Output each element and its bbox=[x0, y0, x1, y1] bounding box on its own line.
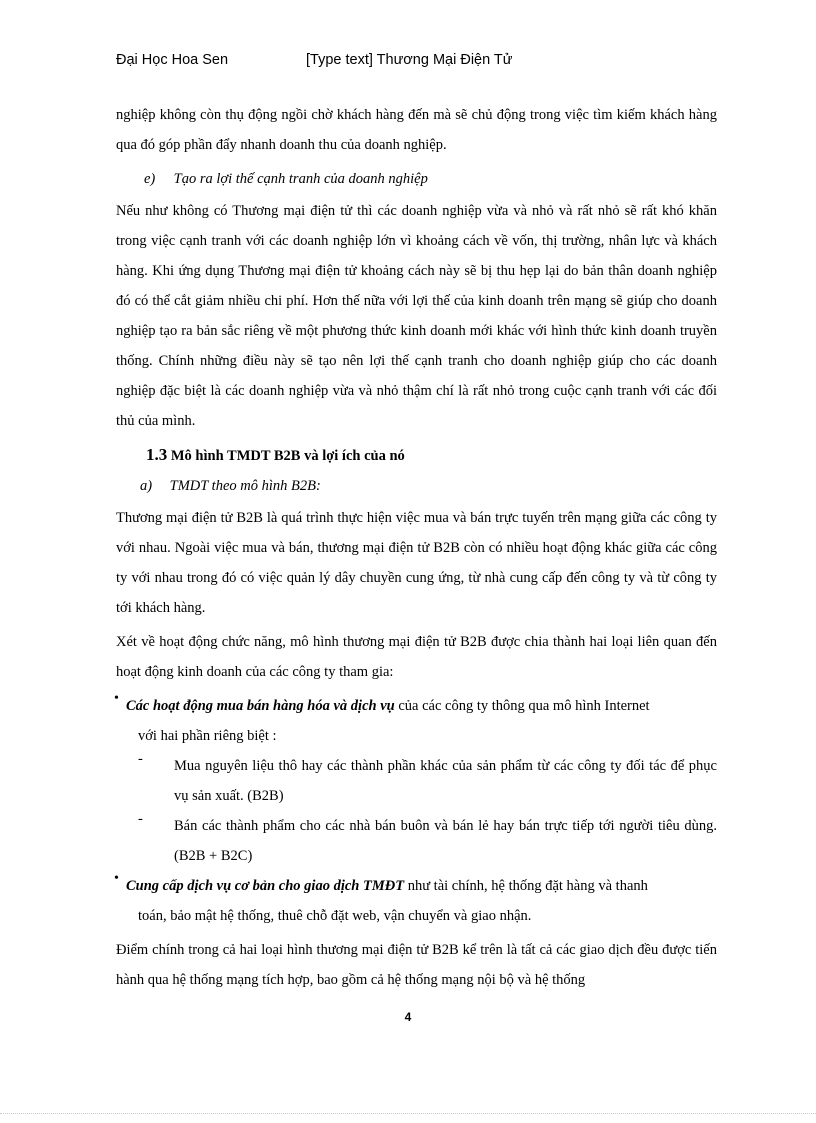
dash-item-2-text: Bán các thành phẩm cho các nhà bán buôn và bán lẻ hay bán trực tiếp tới người tiêu dùng. (B2B + B2C) bbox=[174, 818, 717, 864]
subheading-a-label: a) bbox=[140, 478, 153, 494]
bullet-1-continuation: với hai phần riêng biệt : bbox=[138, 728, 277, 744]
subheading-a-text: TMDT theo mô hình B2B: bbox=[169, 478, 321, 494]
dash-item-1-text: Mua nguyên liệu thô hay các thành phần khác của sản phẩm từ các công ty đối tác để phục vụ sản xuất. (B2B) bbox=[174, 758, 717, 804]
paragraph-1: nghiệp không còn thụ động ngồi chờ khách hàng đến mà sẽ chủ động trong việc tìm kiếm khách hàng qua đó góp phần đẩy nhanh doanh thu của doanh nghiệp. bbox=[116, 107, 717, 153]
header-right: [Type text] Thương Mại Điện Tử bbox=[306, 52, 513, 68]
bullet-item-1 bbox=[116, 691, 717, 751]
page-number: 4 bbox=[404, 1010, 412, 1024]
bullet-icon: • bbox=[114, 871, 119, 886]
subheading-e-text: Tạo ra lợi thế cạnh tranh của doanh nghiệp bbox=[173, 171, 428, 187]
dash-icon: - bbox=[138, 751, 143, 767]
paragraph-3: Thương mại điện tử B2B là quá trình thực hiện việc mua và bán trực tuyến trên mạng giữa các công ty với nhau. Ngoài việc mua và bán, thương mại điện tử B2B còn có nhiều hoạt động khác giữa các công ty với nhau trong đó có việc quản lý dây chuyền cung ứng, từ nhà cung cấp đến công ty và từ công ty tới khách hàng. bbox=[116, 510, 717, 616]
bullet-2-continuation: toán, bảo mật hệ thống, thuê chỗ đặt web, vận chuyển và giao nhận. bbox=[138, 908, 532, 924]
paragraph-2: Nếu như không có Thương mại điện tử thì các doanh nghiệp vừa và nhỏ và rất nhỏ sẽ rất khó khăn trong việc cạnh tranh với các doanh nghiệp lớn vì khoảng cách về vốn, thị trường, nhân lực và khách hàng. Khi ứng dụng Thương mại điện tử khoảng cách này sẽ bị thu hẹp lại do bản thân doanh nghiệp đó có thể cắt giảm nhiều chi phí. Hơn thế nữa với lợi thế của kinh doanh trên mạng sẽ giúp cho doanh nghiệp tạo ra bản sắc riêng về một phương thức kinh doanh mới khác với hình thức kinh doanh truyền thống. Chính những điều này sẽ tạo nên lợi thế cạnh tranh cho doanh nghiệp giúp cho các doanh nghiệp đặc biệt là các doanh nghiệp vừa và nhỏ thậm chí là rất nhỏ trong cuộc cạnh tranh với các đối thủ của mình. bbox=[116, 203, 717, 429]
bullet-item-2 bbox=[116, 871, 717, 931]
page-header bbox=[116, 52, 513, 68]
paragraph-4: Xét về hoạt động chức năng, mô hình thương mại điện tử B2B được chia thành hai loại liên quan đến hoạt động kinh doanh của các công ty tham gia: bbox=[116, 634, 717, 680]
header-left: Đại Học Hoa Sen bbox=[116, 52, 229, 68]
page-body bbox=[116, 100, 717, 999]
section-number: 1.3 bbox=[146, 445, 168, 464]
footer-divider bbox=[0, 1113, 816, 1114]
bullet-2-rest: như tài chính, hệ thống đặt hàng và thanh bbox=[404, 878, 648, 894]
bullet-1-bold: Các hoạt động mua bán hàng hóa và dịch vụ bbox=[126, 698, 395, 714]
bullet-2-bold: Cung cấp dịch vụ cơ bản cho giao dịch TMĐT bbox=[126, 878, 405, 894]
bullet-1-rest: của các công ty thông qua mô hình Internet bbox=[394, 698, 650, 714]
subheading-e bbox=[116, 164, 717, 194]
bullet-icon: • bbox=[114, 691, 119, 706]
section-heading bbox=[116, 440, 717, 471]
paragraph-5: Điểm chính trong cả hai loại hình thương mại điện tử B2B kể trên là tất cả các giao dịch đều được tiến hành qua hệ thống mạng tích hợp, bao gồm cả hệ thống mạng nội bộ và hệ thống bbox=[116, 942, 717, 988]
dash-item-1 bbox=[138, 751, 717, 811]
subheading-e-label: e) bbox=[144, 171, 156, 187]
section-title: Mô hình TMDT B2B và lợi ích của nó bbox=[170, 448, 405, 464]
dash-item-2 bbox=[138, 811, 717, 871]
dash-icon: - bbox=[138, 811, 143, 827]
subheading-a bbox=[116, 471, 717, 501]
